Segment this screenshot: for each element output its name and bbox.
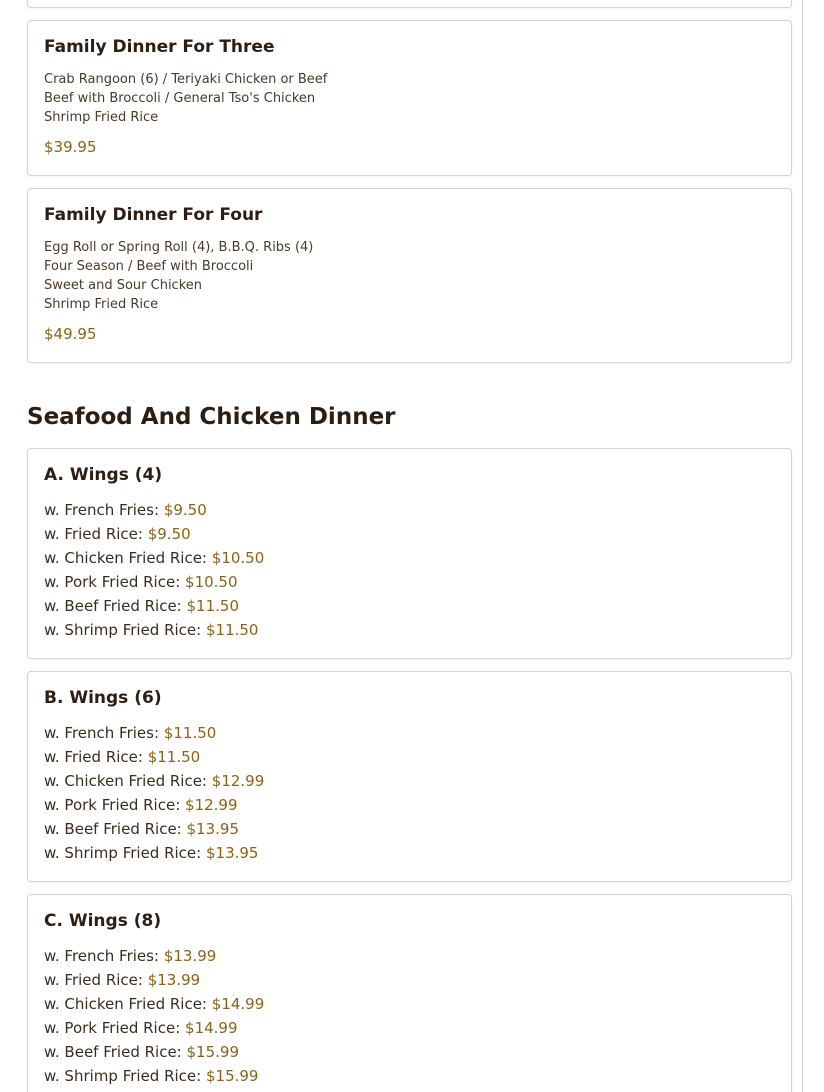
price-option xyxy=(44,1016,264,1040)
price-option-price: $11.50 xyxy=(163,724,217,742)
price-option-price: $15.99 xyxy=(205,1067,259,1085)
menu-item-card[interactable] xyxy=(27,188,792,363)
menu-item-description-line: Beef with Broccoli / General Tso's Chicken xyxy=(44,91,316,106)
price-option-price: $9.50 xyxy=(147,525,191,543)
price-option xyxy=(44,498,264,522)
menu-item-card[interactable] xyxy=(27,448,792,659)
price-option-label: w. Chicken Fried Rice: xyxy=(44,772,207,790)
price-option-label: w. Chicken Fried Rice: xyxy=(44,549,207,567)
menu-item-name: Family Dinner For Four xyxy=(44,205,263,225)
price-option-price: $15.99 xyxy=(186,1043,240,1061)
price-option-label: w. French Fries: xyxy=(44,724,160,742)
price-option xyxy=(44,546,264,570)
price-option xyxy=(44,1064,264,1088)
menu-item-description-line: Egg Roll or Spring Roll (4), B.B.Q. Ribs (4) xyxy=(44,240,314,255)
price-option-price: $11.50 xyxy=(147,748,201,766)
price-option-price: $10.50 xyxy=(211,549,265,567)
price-option-label: w. Chicken Fried Rice: xyxy=(44,995,207,1013)
menu-item-description-line: Shrimp Fried Rice xyxy=(44,297,159,312)
price-option xyxy=(44,992,264,1016)
price-option xyxy=(44,570,264,594)
price-option-price: $13.95 xyxy=(186,820,240,838)
price-option-label: w. Shrimp Fried Rice: xyxy=(44,621,202,639)
price-option-price: $11.50 xyxy=(205,621,259,639)
price-option-price: $9.50 xyxy=(163,501,207,519)
price-option xyxy=(44,721,264,745)
price-option-price: $13.95 xyxy=(205,844,259,862)
price-option-price: $12.99 xyxy=(185,796,238,814)
price-option-label: w. Shrimp Fried Rice: xyxy=(44,844,202,862)
price-option xyxy=(44,618,264,642)
menu-item-description-line: Shrimp Fried Rice xyxy=(44,110,159,125)
price-option-label: w. French Fries: xyxy=(44,501,160,519)
price-option-label: w. Beef Fried Rice: xyxy=(44,820,182,838)
price-option-label: w. Pork Fried Rice: xyxy=(44,573,181,591)
price-option-label: w. Pork Fried Rice: xyxy=(44,1019,181,1037)
price-option xyxy=(44,817,264,841)
menu-item-card-partial[interactable] xyxy=(27,0,792,8)
menu-item-description-line: Crab Rangoon (6) / Teriyaki Chicken or Beef xyxy=(44,72,328,87)
menu-item-card[interactable] xyxy=(27,671,792,882)
menu-item-card[interactable] xyxy=(27,20,792,176)
price-option xyxy=(44,522,264,546)
price-option-price: $13.99 xyxy=(147,971,201,989)
menu-item-price: $49.95 xyxy=(44,325,97,343)
menu-item-price: $39.95 xyxy=(44,138,97,156)
menu-item-name: A. Wings (4) xyxy=(44,465,163,485)
price-option-price: $12.99 xyxy=(211,772,265,790)
price-option-price: $11.50 xyxy=(186,597,240,615)
menu-item-description-line: Sweet and Sour Chicken xyxy=(44,278,202,293)
menu-item-name: C. Wings (8) xyxy=(44,911,162,931)
menu-item-description-line: Four Season / Beef with Broccoli xyxy=(44,259,254,274)
price-option-label: w. Shrimp Fried Rice: xyxy=(44,1067,202,1085)
price-option-label: w. Fried Rice: xyxy=(44,971,143,989)
price-option-price: $10.50 xyxy=(185,573,238,591)
price-option xyxy=(44,745,264,769)
menu-item-name: Family Dinner For Three xyxy=(44,37,275,57)
price-option-label: w. Fried Rice: xyxy=(44,525,143,543)
price-option-price: $14.99 xyxy=(211,995,265,1013)
menu-item-name: B. Wings (6) xyxy=(44,688,162,708)
price-option-price: $14.99 xyxy=(185,1019,238,1037)
price-option-price: $13.99 xyxy=(163,947,217,965)
section-title: Seafood And Chicken Dinner xyxy=(27,404,396,430)
price-option-label: w. Fried Rice: xyxy=(44,748,143,766)
price-option xyxy=(44,944,264,968)
price-option xyxy=(44,968,264,992)
menu-item-card[interactable] xyxy=(27,894,792,1092)
price-option-label: w. Beef Fried Rice: xyxy=(44,597,182,615)
price-option-label: w. Pork Fried Rice: xyxy=(44,796,181,814)
price-option xyxy=(44,1040,264,1064)
price-option-label: w. French Fries: xyxy=(44,947,160,965)
price-option xyxy=(44,594,264,618)
price-option xyxy=(44,793,264,817)
price-option xyxy=(44,841,264,865)
price-option-label: w. Beef Fried Rice: xyxy=(44,1043,182,1061)
price-option xyxy=(44,769,264,793)
